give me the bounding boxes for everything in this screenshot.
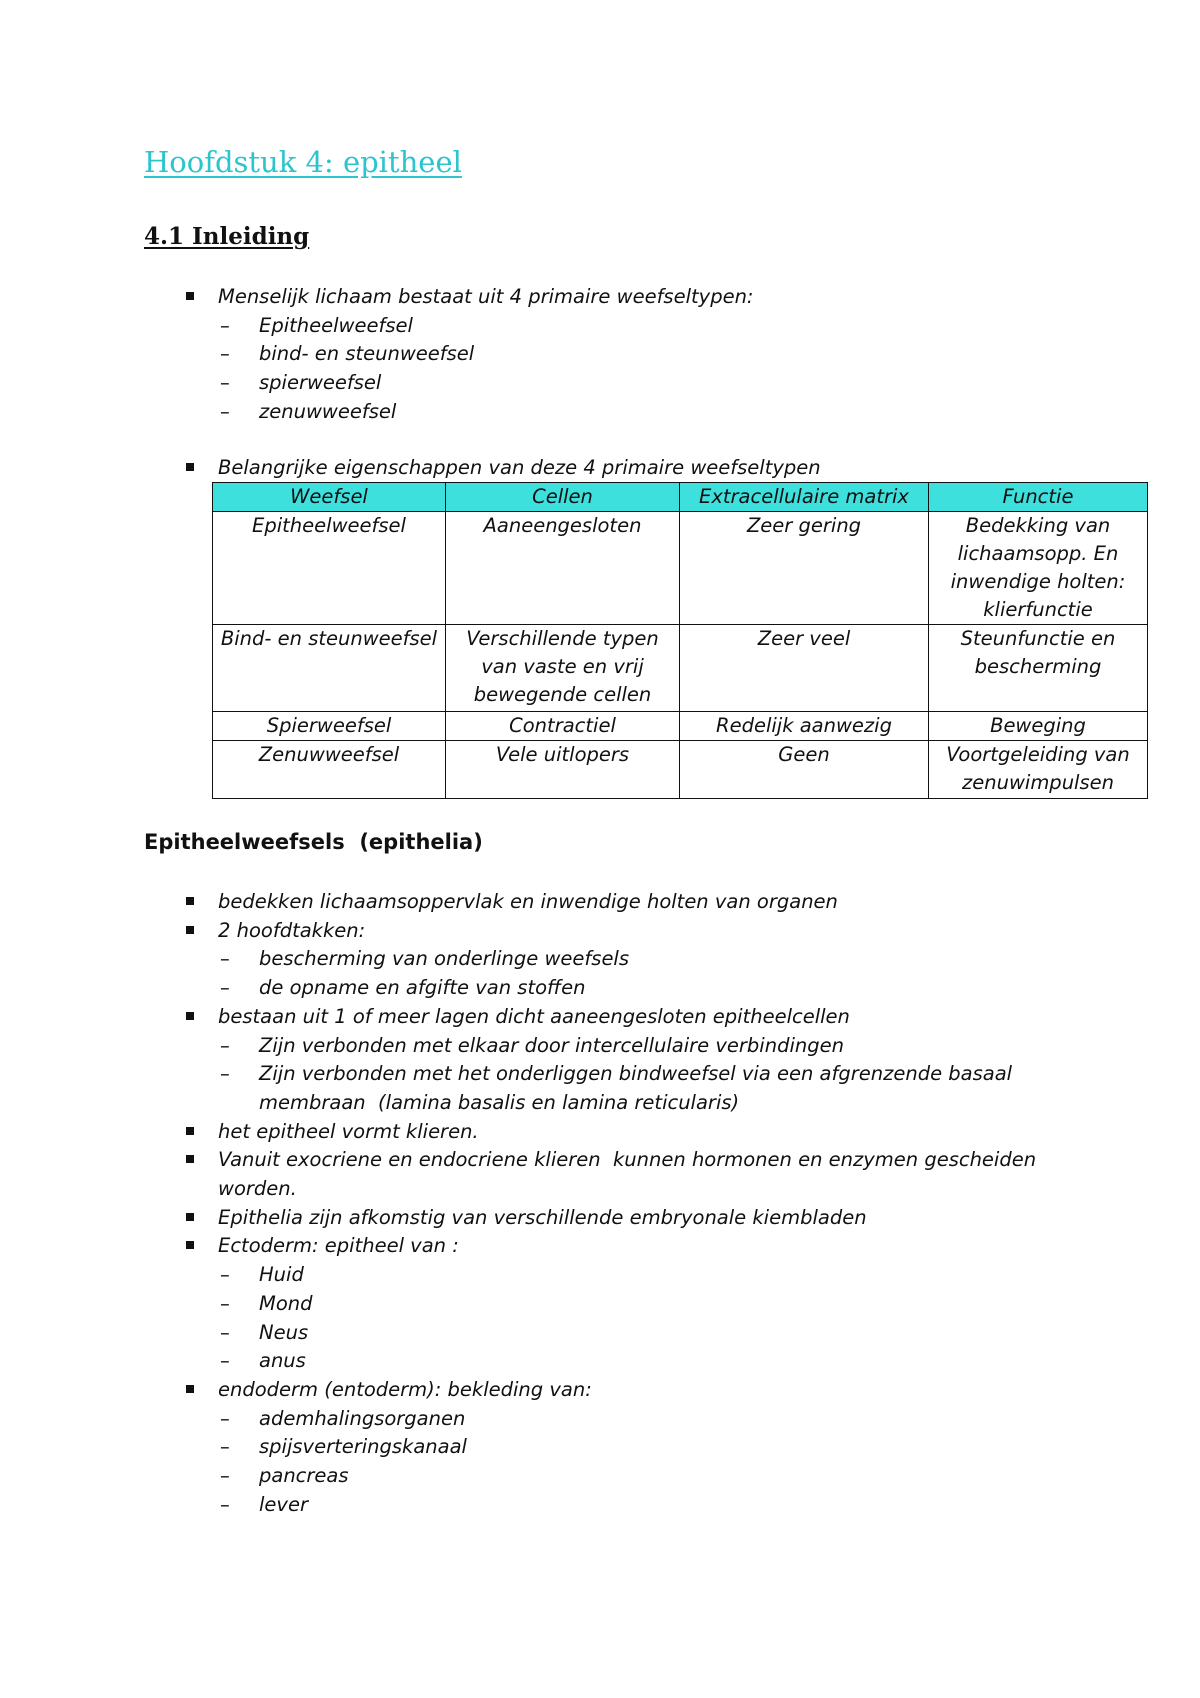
table-cell: Contractiel	[446, 712, 680, 741]
intro-list	[0, 283, 1200, 427]
dash-bullet-icon: –	[220, 976, 230, 1000]
square-bullet-icon	[186, 926, 194, 934]
list-item	[0, 1376, 1200, 1405]
tissue-properties-table	[212, 482, 1148, 799]
column-header: Weefsel	[213, 483, 446, 512]
list-item-text: bescherming van onderlinge weefsels	[259, 947, 630, 971]
square-bullet-icon	[186, 1012, 194, 1020]
dash-bullet-icon: –	[220, 1492, 230, 1516]
list-item-text: Zijn verbonden met het onderliggen bindweefsel via een afgrenzende basaal	[259, 1062, 1013, 1086]
list-item-continuation	[0, 1175, 1200, 1204]
list-item-text: bind- en steunweefsel	[259, 342, 475, 366]
list-item	[0, 1118, 1200, 1147]
list-item	[0, 1232, 1200, 1261]
list-item	[0, 1204, 1200, 1233]
list-item-text: lever	[259, 1492, 308, 1516]
dash-bullet-icon: –	[220, 1464, 230, 1488]
chapter-title: Hoofdstuk 4: epitheel	[144, 145, 462, 179]
table-cell: Zeer gering	[680, 512, 929, 625]
list-item-text: spijsverteringskanaal	[259, 1435, 467, 1459]
table-cell: Verschillende typen van vaste en vrij bewegende cellen	[446, 625, 680, 712]
table-cell: Aaneengesloten	[446, 512, 680, 625]
list-item-text: anus	[259, 1349, 306, 1373]
list-item-text: membraan (lamina basalis en lamina reticularis)	[259, 1090, 740, 1114]
dash-bullet-icon: –	[220, 1291, 230, 1315]
list-item-text: 2 hoofdtakken:	[218, 918, 366, 942]
list-item	[0, 283, 1200, 312]
dash-bullet-icon: –	[220, 313, 230, 337]
list-item-text: spierweefsel	[259, 371, 382, 395]
sub-list-item	[0, 1060, 1200, 1089]
table-cell: Spierweefsel	[213, 712, 446, 741]
list-item-text: Belangrijke eigenschappen van deze 4 primaire weefseltypen	[218, 456, 821, 479]
list-item-text: Menselijk lichaam bestaat uit 4 primaire weefseltypen:	[218, 285, 754, 308]
square-bullet-icon	[186, 1127, 194, 1135]
list-item-text: Zijn verbonden met elkaar door intercellulaire verbindingen	[259, 1033, 844, 1057]
column-header: Extracellulaire matrix	[680, 483, 929, 512]
list-item	[0, 1146, 1200, 1175]
list-item-text: endoderm (entoderm): bekleding van:	[218, 1377, 592, 1401]
list-item-text: bedekken lichaamsoppervlak en inwendige holten van organen	[218, 890, 838, 913]
dash-bullet-icon: –	[220, 947, 230, 971]
subsection-title: Epitheelweefsels (epithelia)	[144, 830, 483, 854]
sub-list-item	[0, 974, 1200, 1003]
list-item-text: het epitheel vormt klieren.	[218, 1119, 479, 1143]
list-item	[0, 917, 1200, 946]
sub-list-item	[0, 1462, 1200, 1491]
table-row	[213, 512, 1148, 625]
list-item-text: de opname en afgifte van stoffen	[259, 976, 586, 1000]
properties-list	[0, 454, 1200, 483]
dash-bullet-icon: –	[220, 1406, 230, 1430]
sub-list-item	[0, 1405, 1200, 1434]
square-bullet-icon	[186, 463, 194, 471]
dash-bullet-icon: –	[220, 399, 230, 423]
column-header: Functie	[929, 483, 1148, 512]
sub-list-item	[0, 1347, 1200, 1376]
sub-list-item	[0, 1032, 1200, 1061]
dash-bullet-icon: –	[220, 1320, 230, 1344]
dash-bullet-icon: –	[220, 1349, 230, 1373]
list-item-text: Huid	[259, 1263, 304, 1287]
list-item-text: zenuwweefsel	[259, 399, 397, 423]
sub-list-item	[0, 1433, 1200, 1462]
table-cell: Redelijk aanwezig	[680, 712, 929, 741]
list-item-text: Neus	[259, 1320, 309, 1344]
list-item-text: Ectoderm: epitheel van :	[218, 1234, 459, 1258]
sub-list-item	[0, 1290, 1200, 1319]
table-cell: Geen	[680, 741, 929, 799]
sub-list-item	[0, 1319, 1200, 1348]
table-cell: Vele uitlopers	[446, 741, 680, 799]
list-item-text: Mond	[259, 1291, 313, 1315]
square-bullet-icon	[186, 292, 194, 300]
sub-list-item	[0, 312, 1200, 341]
list-item-text: bestaan uit 1 of meer lagen dicht aaneengesloten epitheelcellen	[218, 1004, 850, 1028]
table-row	[213, 712, 1148, 741]
table-cell: Bind- en steunweefsel	[213, 625, 446, 712]
section-title: 4.1 Inleiding	[144, 223, 310, 250]
dash-bullet-icon: –	[220, 1062, 230, 1086]
table-cell: Steunfunctie en bescherming	[929, 625, 1148, 712]
square-bullet-icon	[186, 1241, 194, 1249]
list-item	[0, 454, 1200, 483]
table-cell: Voortgeleiding van zenuwimpulsen	[929, 741, 1148, 799]
table-cell: Zenuwweefsel	[213, 741, 446, 799]
table-header-row	[213, 483, 1148, 512]
sub-list-item	[0, 1491, 1200, 1520]
list-item-text: ademhalingsorganen	[259, 1406, 466, 1430]
table-cell: Zeer veel	[680, 625, 929, 712]
table-cell: Epitheelweefsel	[213, 512, 446, 625]
sub-list-item	[0, 1261, 1200, 1290]
epithelia-list	[0, 888, 1200, 1519]
dash-bullet-icon: –	[220, 342, 230, 366]
list-item-text: Epitheelweefsel	[259, 313, 413, 337]
list-item	[0, 888, 1200, 917]
dash-bullet-icon: –	[220, 1435, 230, 1459]
list-item-text: Epithelia zijn afkomstig van verschillende embryonale kiembladen	[218, 1205, 867, 1229]
dash-bullet-icon: –	[220, 1033, 230, 1057]
dash-bullet-icon: –	[220, 1263, 230, 1287]
table-cell: Beweging	[929, 712, 1148, 741]
table-row	[213, 625, 1148, 712]
list-item-text: worden.	[218, 1177, 297, 1201]
square-bullet-icon	[186, 1213, 194, 1221]
sub-list-item	[0, 369, 1200, 398]
square-bullet-icon	[186, 897, 194, 905]
dash-bullet-icon: –	[220, 371, 230, 395]
list-item-text: Vanuit exocriene en endocriene klieren kunnen hormonen en enzymen gescheiden	[218, 1148, 1037, 1172]
square-bullet-icon	[186, 1385, 194, 1393]
list-item-continuation	[0, 1089, 1200, 1118]
sub-list-item	[0, 398, 1200, 427]
sub-list-item	[0, 945, 1200, 974]
table-cell: Bedekking van lichaamsopp. En inwendige holten: klierfunctie	[929, 512, 1148, 625]
square-bullet-icon	[186, 1155, 194, 1163]
list-item-text: pancreas	[259, 1464, 349, 1488]
list-item	[0, 1003, 1200, 1032]
column-header: Cellen	[446, 483, 680, 512]
sub-list-item	[0, 340, 1200, 369]
table-row	[213, 741, 1148, 799]
